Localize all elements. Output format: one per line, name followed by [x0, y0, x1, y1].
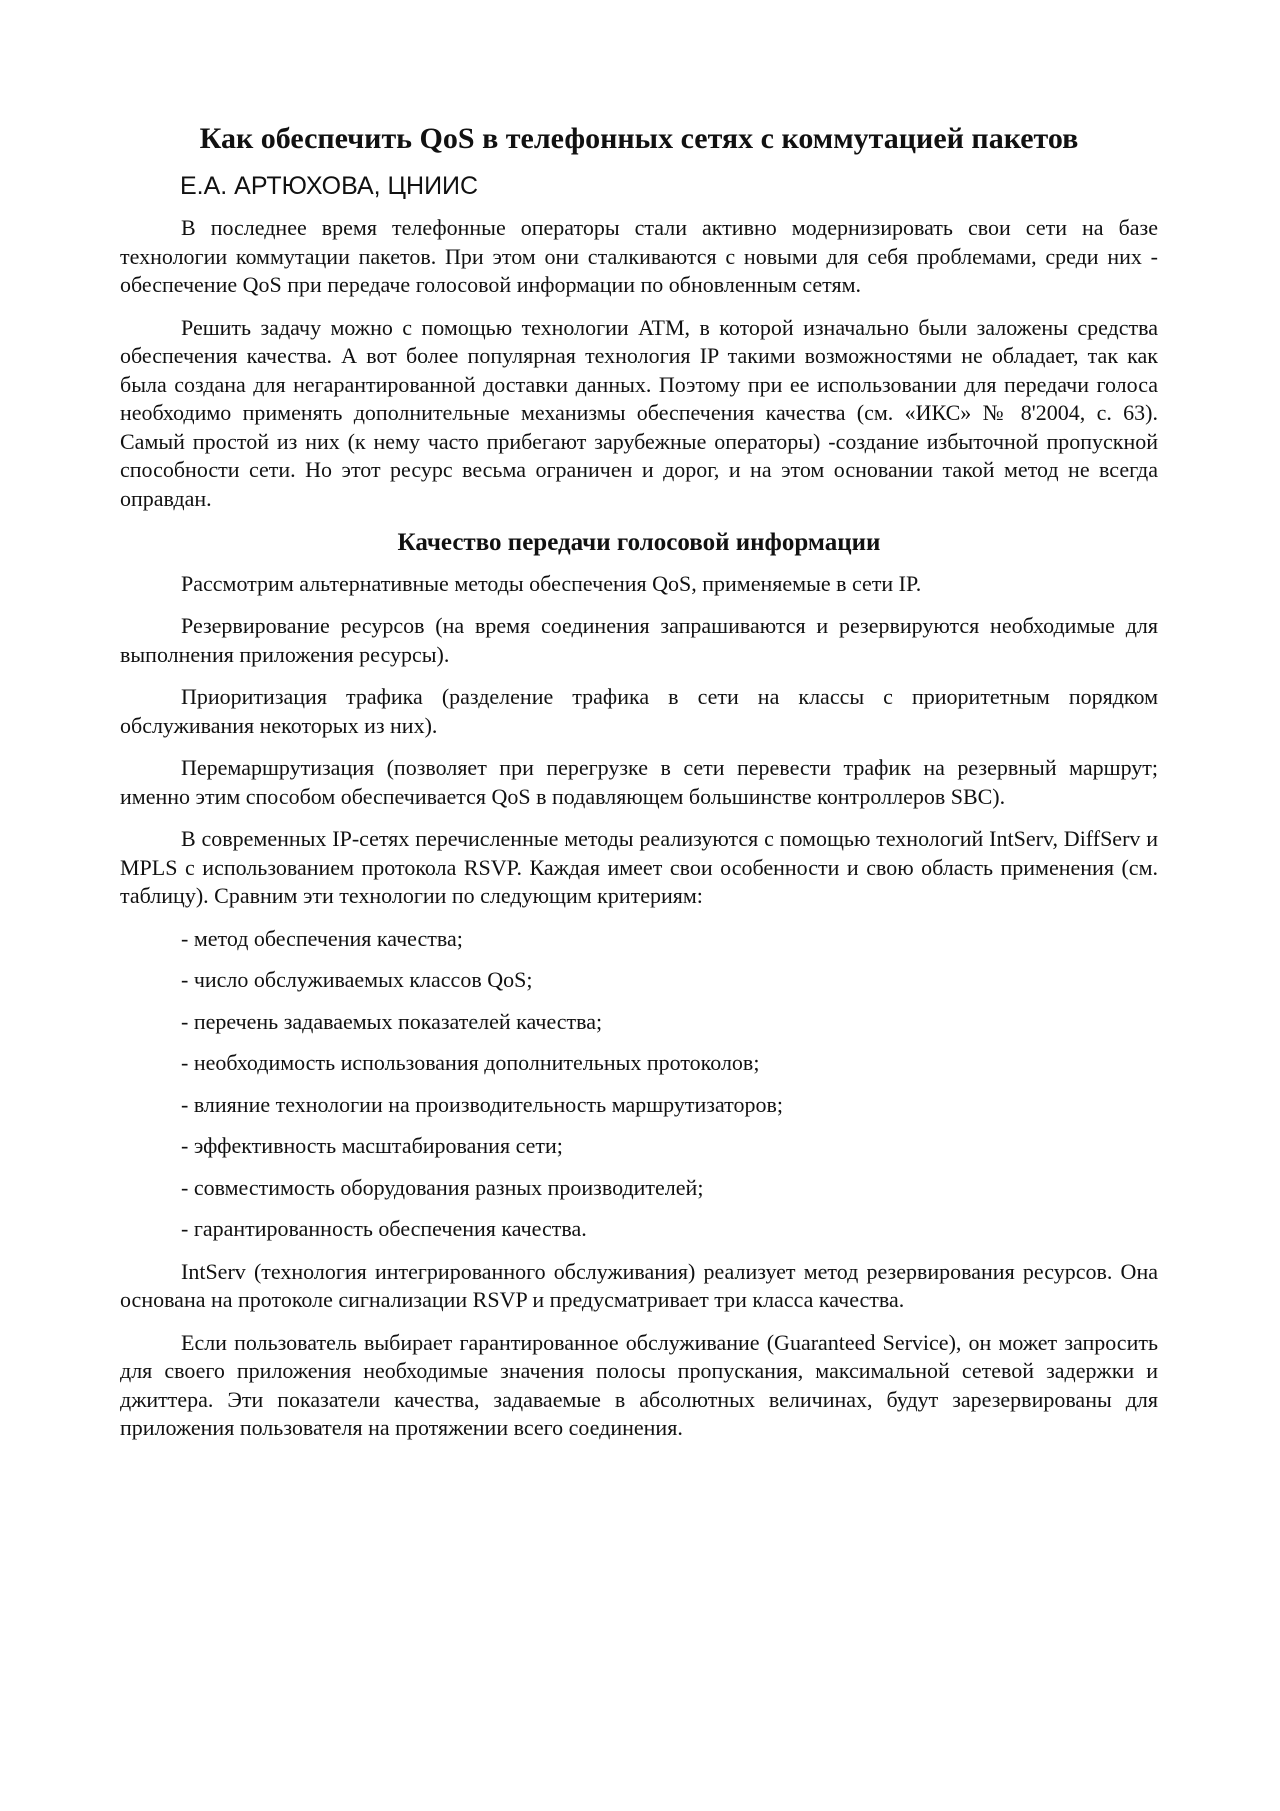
- criteria-item: - совместимость оборудования разных производителей;: [181, 1174, 704, 1200]
- closing-paragraph: IntServ (технология интегрированного обслуживания) реализует метод резервирования ресурсов. Она основана на протоколе сигнализации RSVP и предусматривает три класса качества.: [120, 1258, 1158, 1312]
- section-paragraph: В современных IP-сетях перечисленные методы реализуются с помощью технологий IntServ, DiffServ и MPLS с использованием протокола RSVP. Каждая имеет свои особенности и свою область применения (см. таблицу). Сравним эти технологии по следующим критериям:: [120, 826, 1158, 908]
- criteria-item: - метод обеспечения качества;: [181, 925, 463, 951]
- criteria-item: - гарантированность обеспечения качества.: [181, 1216, 587, 1241]
- section-paragraph: Перемаршрутизация (позволяет при перегрузке в сети перевести трафик на резервный маршрут; именно этим способом обеспечивается QoS в подавляющем большинстве контроллеров SBC).: [120, 755, 1158, 809]
- closing-paragraph: Если пользователь выбирает гарантированное обслуживание (Guaranteed Service), он может запросить для своего приложения необходимые значения полосы пропускания, максимальной сетевой задержки и джиттера. Эти показатели качества, задаваемые в абсолютных величинах, будут зарезервированы для приложения пользователя на протяжении всего соединения.: [120, 1329, 1158, 1440]
- section-paragraph: Приоритизация трафика (разделение трафика в сети на классы с приоритетным порядком обслуживания некоторых из них).: [120, 684, 1158, 738]
- criteria-list: [120, 925, 1158, 1244]
- document-page: [120, 120, 1158, 1457]
- intro-paragraph: В последнее время телефонные операторы стали активно модернизировать свои сети на базе технологии коммутации пакетов. При этом они сталкиваются с новыми для себя проблемами, среди них - обеспечение QoS при передаче голосовой информации по обновленным сетям.: [120, 215, 1158, 297]
- article-author: Е.А. АРТЮХОВА, ЦНИИС: [180, 171, 479, 200]
- section-paragraph: Рассмотрим альтернативные методы обеспечения QoS, применяемые в сети IP.: [181, 570, 922, 596]
- section-heading: Качество передачи голосовой информации: [397, 529, 881, 556]
- criteria-item: - влияние технологии на производительность маршрутизаторов;: [181, 1091, 783, 1117]
- criteria-item: - перечень задаваемых показателей качества;: [181, 1008, 603, 1034]
- intro-paragraph: Решить задачу можно с помощью технологии ATM, в которой изначально были заложены средства обеспечения качества. А вот более популярная технология IP такими возможностями не обладает, так как была создана для негарантированной доставки данных. Поэтому при ее использовании для передачи голоса необходимо применять дополнительные механизмы обеспечения качества (см. «ИКС» № 8'2004, с. 63). Самый простой из них (к нему часто прибегают зарубежные операторы) -создание избыточной пропускной способности сети. Но этот ресурс весьма ограничен и дорог, и на этом основании такой метод не всегда оправдан.: [120, 314, 1158, 511]
- criteria-item: - эффективность масштабирования сети;: [181, 1133, 563, 1158]
- section-paragraph: Резервирование ресурсов (на время соединения запрашиваются и резервируются необходимые для выполнения приложения ресурсы).: [120, 613, 1158, 667]
- article-title: Как обеспечить QoS в телефонных сетях с коммутацией пакетов: [199, 122, 1079, 155]
- criteria-item: - число обслуживаемых классов QoS;: [181, 967, 533, 992]
- criteria-item: - необходимость использования дополнительных протоколов;: [181, 1050, 760, 1075]
